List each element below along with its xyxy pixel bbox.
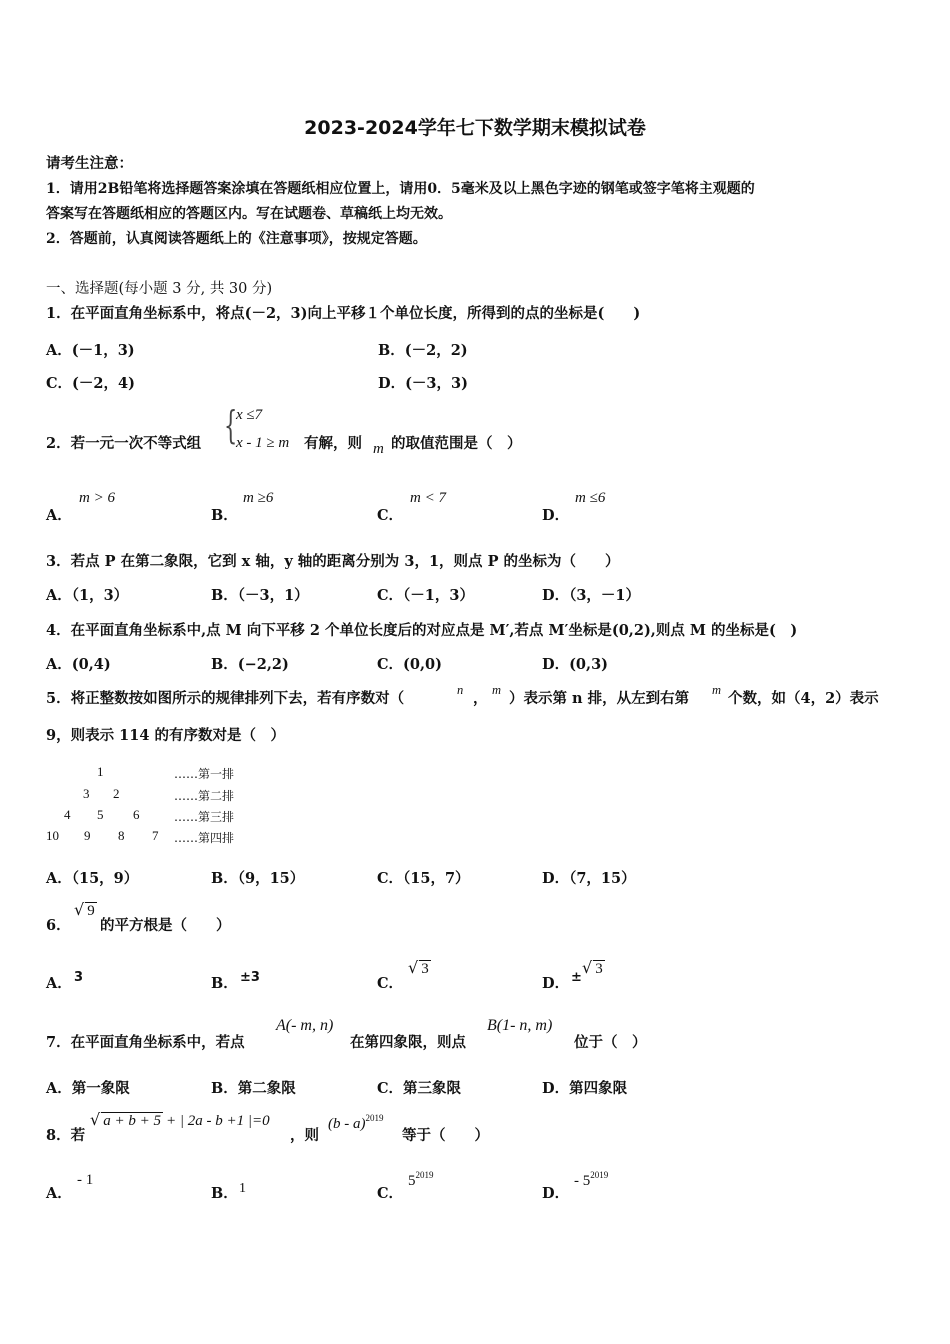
q8-exponent: 2019 bbox=[365, 1113, 384, 1123]
q3-option-b: B．（－3，1） bbox=[211, 587, 309, 604]
q8-a-label: A． bbox=[46, 1185, 72, 1202]
q4-option-a: A．(0,4) bbox=[46, 656, 111, 673]
q6-d-label: D． bbox=[542, 975, 570, 992]
q5-stem-3: ）表示第 n 排，从左到右第 bbox=[509, 690, 690, 707]
q4-stem: 4．在平面直角坐标系中,点 M 向下平移 2 个单位长度后的对应点是 M′,若点 M′坐标是(0,2),则点 M 的坐标是( ) bbox=[46, 622, 798, 639]
q5-stem-1: 5．将正整数按如图所示的规律排列下去，若有序数对（ bbox=[46, 690, 405, 707]
q7-option-b: B．第二象限 bbox=[211, 1080, 296, 1097]
q8-d-base: - 5 bbox=[574, 1173, 591, 1189]
q8-b-label: B． bbox=[211, 1185, 238, 1202]
q8-option-d bbox=[574, 1170, 608, 1190]
row-label: ……第二排 bbox=[174, 789, 235, 803]
q6-option-c: √ 3 bbox=[408, 958, 429, 977]
q7-stem-post: 位于（ ） bbox=[574, 1034, 647, 1051]
q4-option-c: C．(0,0) bbox=[377, 656, 442, 673]
q6-stem-pre: 6． bbox=[46, 917, 71, 934]
q8-stem-post: 等于（ ） bbox=[402, 1127, 489, 1144]
q2-option-c: m < 7 bbox=[410, 490, 446, 506]
q2-c-label: C． bbox=[377, 507, 404, 524]
q3-stem: 3．若点 P 在第二象限，它到 x 轴，y 轴的距离分别为 3，1，则点 P 的坐标为（ ） bbox=[46, 553, 620, 570]
q5-option-a: A．（15，9） bbox=[46, 870, 139, 887]
q7-point-b: B(1- n, m) bbox=[487, 1017, 553, 1034]
q6-b-label: B． bbox=[211, 975, 238, 992]
q1-stem: 1．在平面直角坐标系中，将点(－2，3)向上平移１个单位长度，所得到的点的坐标是( ) bbox=[46, 305, 641, 322]
q6-option-d: √ 3 bbox=[582, 958, 603, 977]
q5-var-m: m bbox=[492, 683, 502, 697]
q1-option-a: A．(－1，3) bbox=[46, 342, 135, 359]
q8-option-a: - 1 bbox=[77, 1172, 94, 1188]
q8-c-label: C． bbox=[377, 1185, 404, 1202]
triangle-number: 5 bbox=[97, 807, 104, 822]
triangle-number: 8 bbox=[118, 828, 125, 843]
q2-var-m: m bbox=[373, 441, 384, 457]
q6-stem-post: 的平方根是（ ） bbox=[100, 917, 231, 934]
q5-option-b: B．（9，15） bbox=[211, 870, 305, 887]
q8-base: (b - a) bbox=[328, 1116, 366, 1132]
triangle-number: 1 bbox=[97, 764, 104, 779]
q6-option-b: ±3 bbox=[240, 970, 260, 985]
triangle-number: 10 bbox=[46, 828, 59, 843]
q2-stem-post: 的取值范围是（ ） bbox=[391, 435, 522, 452]
q6-c-radicand: 3 bbox=[421, 961, 429, 977]
q8-abs-expr: + | 2a - b +1 |=0 bbox=[166, 1113, 270, 1129]
q2-a-label: A． bbox=[46, 507, 72, 524]
triangle-number: 4 bbox=[64, 807, 71, 822]
triangle-number: 6 bbox=[133, 807, 140, 822]
q7-stem-pre: 7．在平面直角坐标系中，若点 bbox=[46, 1034, 245, 1051]
q5-stem-2: ， bbox=[473, 690, 488, 707]
q8-d-label: D． bbox=[542, 1185, 570, 1202]
q7-stem-mid: 在第四象限，则点 bbox=[350, 1034, 466, 1051]
q8-c-exponent: 2019 bbox=[415, 1170, 434, 1180]
q7-point-a: A(- m, n) bbox=[276, 1017, 334, 1034]
q7-option-c: C．第三象限 bbox=[377, 1080, 462, 1097]
q8-stem-mid: ，则 bbox=[290, 1127, 319, 1144]
q7-option-a: A．第一象限 bbox=[46, 1080, 130, 1097]
notice-line-2: 2．答题前，认真阅读答题纸上的《注意事项》，按规定答题。 bbox=[46, 231, 427, 247]
q8-d-exponent: 2019 bbox=[590, 1170, 609, 1180]
q8-option-c bbox=[408, 1170, 434, 1190]
q2-d-label: D． bbox=[542, 507, 570, 524]
notice-heading: 请考生注意： bbox=[46, 155, 133, 172]
q6-d-pm: ± bbox=[571, 970, 582, 985]
row-label: ……第三排 bbox=[174, 810, 235, 824]
q2-option-d: m ≤6 bbox=[575, 490, 606, 506]
q8-radicand: a + b + 5 bbox=[103, 1113, 161, 1129]
page-title: 2023-2024学年七下数学期末模拟试卷 bbox=[304, 117, 646, 139]
q8-stem-pre: 8．若 bbox=[46, 1127, 86, 1144]
triangle-number: 7 bbox=[152, 828, 159, 843]
q2-option-a: m > 6 bbox=[79, 490, 115, 506]
q2-b-label: B． bbox=[211, 507, 238, 524]
q4-option-d: D．(0,3) bbox=[542, 656, 609, 673]
q5-stem-4: 个数，如（4，2）表示 bbox=[728, 690, 879, 707]
q2-system-line-2: x - 1 ≥ m bbox=[236, 435, 290, 451]
q5-var-m2: m bbox=[712, 683, 722, 697]
q8-power bbox=[328, 1113, 384, 1133]
q5-var-n: n bbox=[457, 683, 464, 697]
q8-option-b: 1 bbox=[239, 1181, 246, 1196]
q1-option-c: C．(－2，4) bbox=[46, 375, 135, 392]
notice-line-1b: 答案写在答题纸相应的答题区内。写在试题卷、草稿纸上均无效。 bbox=[46, 206, 452, 222]
q2-option-b: m ≥6 bbox=[243, 490, 274, 506]
q4-option-b: B．(−2,2) bbox=[211, 656, 289, 673]
q8-c-base: 5 bbox=[408, 1173, 416, 1189]
q6-a-label: A． bbox=[46, 975, 72, 992]
q2-stem-mid: 有解，则 bbox=[304, 435, 362, 452]
q6-sqrt-9: √ 9 bbox=[74, 900, 95, 919]
q6-d-radicand: 3 bbox=[595, 961, 603, 977]
q2-brace: { bbox=[224, 403, 238, 447]
q3-option-a: A．（1，3） bbox=[46, 587, 129, 604]
q1-option-d: D．(－3，3) bbox=[378, 375, 468, 392]
row-label: ……第四排 bbox=[174, 831, 235, 845]
q8-radical: √ a + b + 5 bbox=[90, 1110, 161, 1129]
q5-stem-line-2: 9，则表示 114 的有序数对是（ ） bbox=[46, 727, 285, 744]
section-heading: 一、选择题(每小题 3 分, 共 30 分) bbox=[46, 281, 273, 297]
q3-option-d: D．（3，－1） bbox=[542, 587, 641, 604]
row-label: ……第一排 bbox=[174, 767, 235, 781]
q3-option-c: C．（－1，3） bbox=[377, 587, 474, 604]
q6-c-label: C． bbox=[377, 975, 404, 992]
triangle-number: 2 bbox=[113, 786, 120, 801]
q5-option-c: C．（15，7） bbox=[377, 870, 470, 887]
q6-radicand: 9 bbox=[87, 903, 95, 919]
triangle-number: 3 bbox=[83, 786, 90, 801]
q6-option-a: 3 bbox=[74, 970, 84, 985]
q2-system-line-1: x ≤7 bbox=[236, 407, 263, 423]
q2-stem-pre: 2．若一元一次不等式组 bbox=[46, 435, 202, 452]
triangle-number: 9 bbox=[84, 828, 91, 843]
notice-line-1: 1．请用2B铅笔将选择题答案涂填在答题纸相应位置上，请用0．5毫米及以上黑色字迹的钢笔或签字笔将主观题的 bbox=[46, 181, 755, 197]
q1-option-b: B．(－2，2) bbox=[378, 342, 468, 359]
q5-option-d: D．（7，15） bbox=[542, 870, 636, 887]
q7-option-d: D．第四象限 bbox=[542, 1080, 628, 1097]
